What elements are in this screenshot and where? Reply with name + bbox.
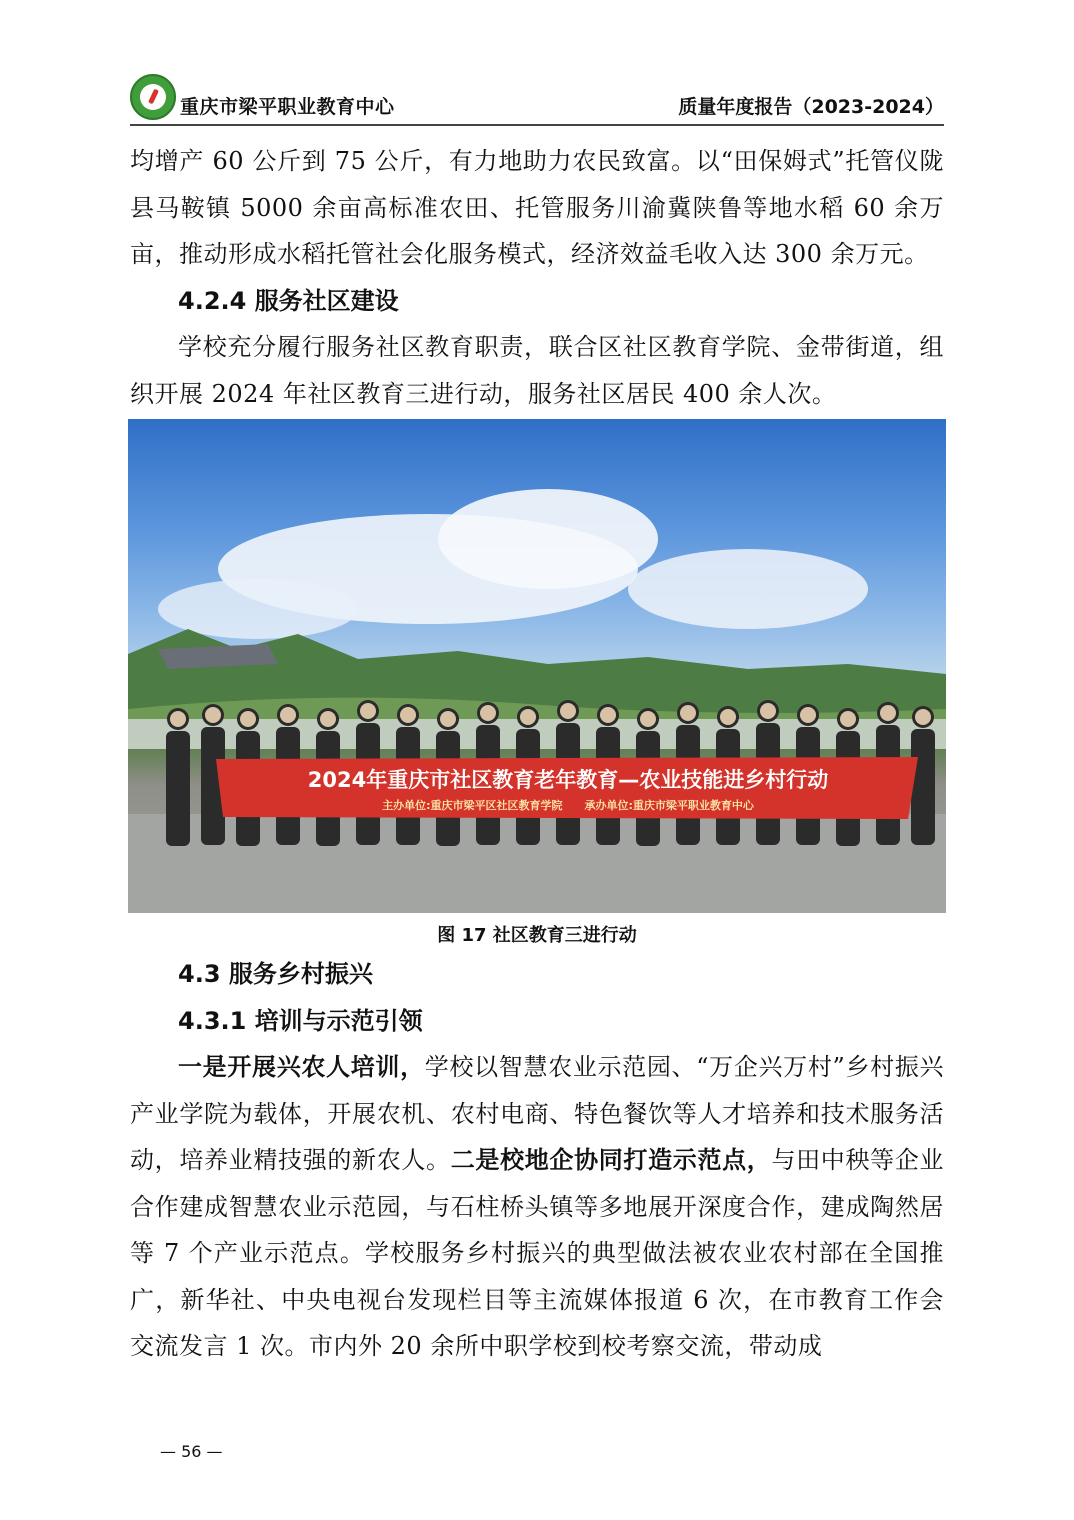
school-name: 重庆市梁平职业教育中心 — [180, 96, 395, 118]
figure-caption: 图 17 社区教育三进行动 — [437, 925, 637, 946]
page-number: — 56 — — [160, 1442, 223, 1461]
community-education-photo — [128, 419, 946, 913]
heading-4-3: 4.3 服务乡村振兴 — [178, 960, 373, 988]
paragraph-1: 均增产 60 公斤到 75 公斤，有力地助力农民致富。以“田保姆式”托管仪陇县马鞍镇 5000 余亩高标准农田、托管服务川渝冀陕鲁等地水稻 60 余万亩，推动形成水稻托管社会化服务模式，经济效益毛收入达 300 余万元。 — [130, 147, 944, 268]
banner-title: 2024年重庆市社区教育老年教育—农业技能进乡村行动 — [307, 768, 829, 792]
page-header — [130, 72, 944, 126]
photo-illustration — [128, 419, 946, 913]
paragraph-2: 学校充分履行服务社区教育职责，联合区社区教育学院、金带街道，组织开展 2024 年社区教育三进行动，服务社区居民 400 余人次。 — [130, 333, 944, 408]
bold-phrase-1: 一是开展兴农人培训， — [178, 1053, 425, 1081]
school-logo-icon — [130, 74, 176, 120]
paragraph-3-text-1: 学校以智慧农业示范园、“万企兴万村”乡村振兴产业学院为载体，开展农机、农村电商、特色餐饮等人才培养和技术服务活动，培养业精技强的新农人。 — [130, 1053, 944, 1174]
heading-4-2-4: 4.2.4 服务社区建设 — [178, 286, 399, 315]
report-title: 质量年度报告（2023-2024） — [678, 96, 944, 118]
banner-subtitle: 主办单位:重庆市梁平区社区教育学院 承办单位:重庆市梁平职业教育中心 — [382, 799, 754, 812]
paragraph-3 — [130, 1044, 944, 1370]
heading-4-3-1: 4.3.1 培训与示范引领 — [178, 1006, 423, 1035]
paragraph-3-text-2: 与田中秧等企业合作建成智慧农业示范园，与石柱桥头镇等多地展开深度合作，建成陶然居等 7 个产业示范点。学校服务乡村振兴的典型做法被农业农村部在全国推广，新华社、中央电视台发现栏目等主流媒体报道 6 次，在市教育工作会交流发言 1 次。市内外 20 余所中职学校到校考察交流，带动成 — [130, 1146, 944, 1360]
bold-phrase-2: 二是校地企协同打造示范点， — [450, 1146, 772, 1174]
main-content — [130, 138, 944, 1370]
